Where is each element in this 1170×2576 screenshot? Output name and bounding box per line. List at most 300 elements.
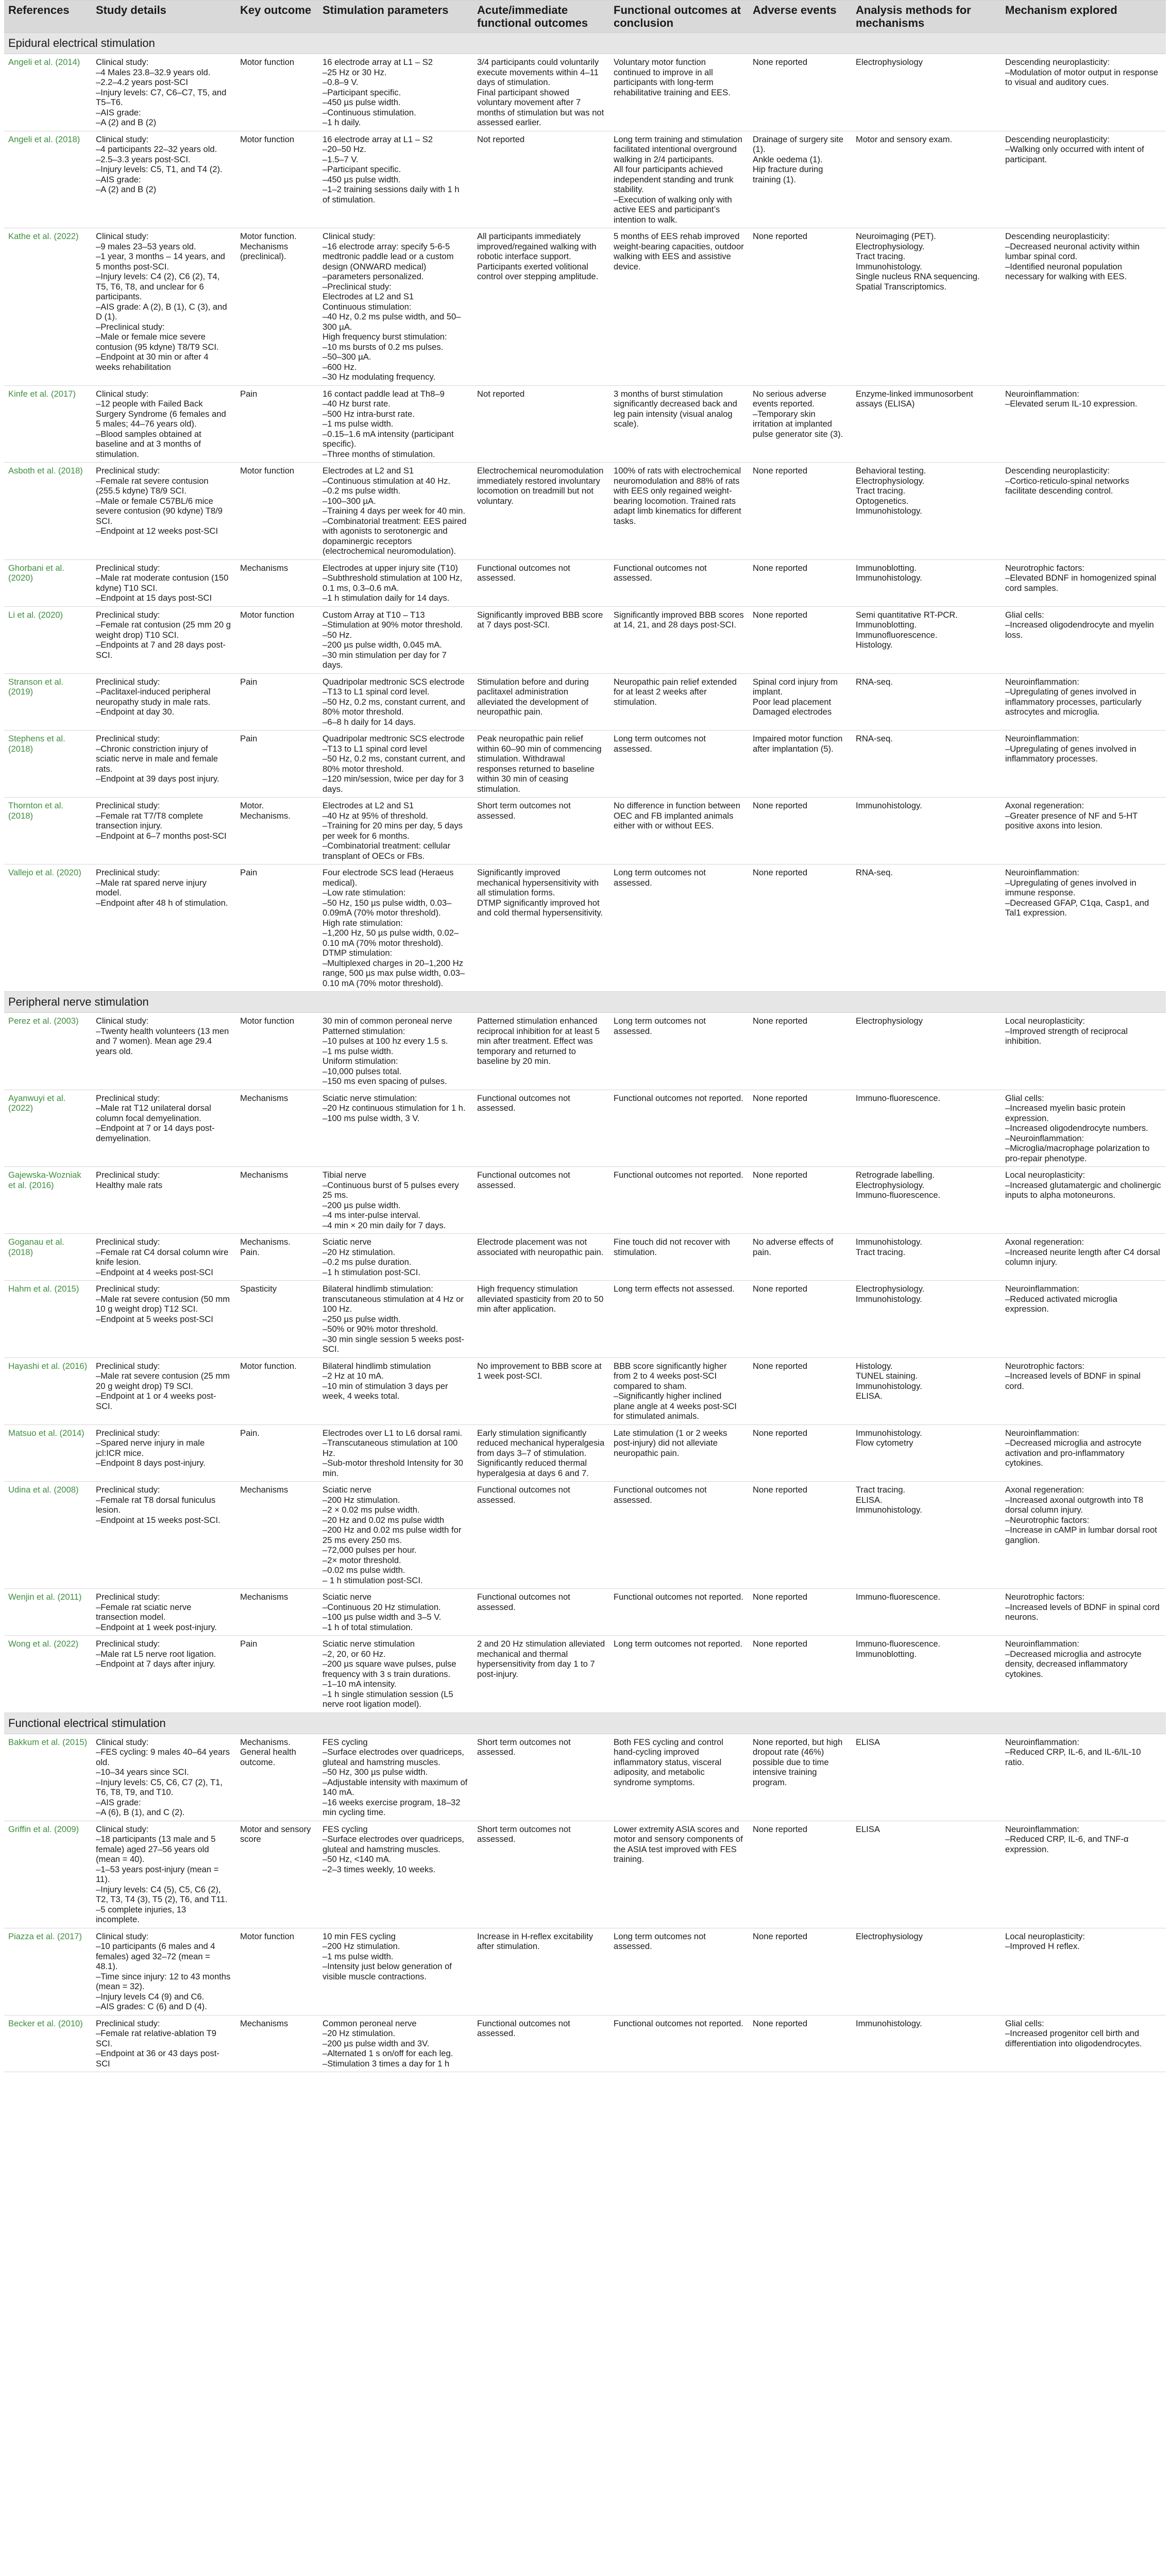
cell-line: Immuno-fluorescence. — [856, 1592, 941, 1602]
cell-line: Final participant showed voluntary movement after 7 months of stimulation but was not assessed earlier. — [477, 87, 604, 127]
cell-line: Pain — [240, 676, 258, 687]
conclusion-outcomes-cell — [609, 385, 749, 463]
cell-line: Electrophysiology. — [856, 1180, 925, 1190]
cell-line: –Spared nerve injury in male jcl:ICR mice. — [96, 1438, 205, 1458]
cell-line: –Male rat spared nerve injury model. — [96, 877, 207, 897]
table-row — [4, 673, 1166, 731]
cell-line: Preclinical study: — [96, 563, 160, 573]
cell-line: No adverse effects of pain. — [753, 1237, 834, 1257]
cell-line: Mechanisms — [240, 1093, 289, 1103]
analysis-methods-cell — [852, 2015, 1001, 2072]
cell-line: No difference in function between OEC and FB implanted animals either with or without EES. — [614, 801, 740, 831]
reference-link[interactable]: Thornton et al. (2018) — [4, 798, 92, 865]
conclusion-outcomes-cell — [609, 606, 749, 673]
cell-line: –100–300 µA. — [323, 496, 376, 506]
acute-outcomes-cell — [473, 131, 609, 228]
reference-link[interactable]: Ghorbani et al. (2020) — [4, 560, 92, 606]
cell-line: –Improved H reflex. — [1005, 1941, 1080, 1951]
study-details-cell — [92, 865, 236, 992]
analysis-methods-cell — [852, 1589, 1001, 1636]
adverse-events-cell — [749, 131, 852, 228]
adverse-events-cell — [749, 1589, 852, 1636]
acute-outcomes-cell — [473, 1167, 609, 1234]
cell-line: –Endpoint at 1 week post-injury. — [96, 1622, 217, 1632]
cell-line: –450 µs pulse width. — [323, 97, 401, 107]
stimulation-parameters-cell — [318, 560, 473, 606]
cell-line: –Male rat L5 nerve root ligation. — [96, 1649, 216, 1659]
study-details-cell — [92, 1589, 236, 1636]
cell-line: Preclinical study: — [96, 609, 160, 620]
cell-line: Short term outcomes not assessed. — [477, 801, 571, 821]
section-title: Epidural electrical stimulation — [4, 33, 1166, 54]
mechanism-cell — [1001, 1013, 1166, 1090]
cell-line: –Preclinical study: — [323, 281, 392, 292]
section-title: Functional electrical stimulation — [4, 1713, 1166, 1734]
cell-line: –Endpoint at 4 weeks post-SCI — [96, 1267, 213, 1277]
study-details-cell — [92, 131, 236, 228]
cell-line: –500 Hz intra-burst rate. — [323, 409, 415, 419]
cell-line: –Endpoint at 1 or 4 weeks post-SCI. — [96, 1391, 216, 1411]
cell-line: –Paclitaxel-induced peripheral neuropathy study in male rats. — [96, 687, 211, 707]
cell-line: Functional outcomes not reported. — [614, 1093, 743, 1103]
cell-line: –Neuroinflammation: — [1005, 1133, 1084, 1143]
cell-line: None reported — [753, 1485, 808, 1495]
cell-line: Motor function — [240, 1016, 295, 1026]
cell-line: –600 Hz. — [323, 362, 357, 372]
cell-line: –A (2) and B (2) — [96, 117, 157, 127]
conclusion-outcomes-cell — [609, 1636, 749, 1713]
key-outcome-cell — [236, 731, 318, 798]
cell-line: Preclinical study: — [96, 801, 160, 810]
cell-line: –Time since injury: 12 to 43 months (mean = 32). — [96, 1971, 231, 1991]
reference-link[interactable]: Wenjin et al. (2011) — [4, 1589, 92, 1636]
cell-line: –100 ms pulse width, 3 V. — [323, 1113, 420, 1123]
cell-line: –0.02 ms pulse width. — [323, 1565, 405, 1575]
reference-link[interactable]: Bakkum et al. (2015) — [4, 1734, 92, 1821]
cell-line: Clinical study: — [96, 231, 149, 241]
cell-line: –1 ms pulse width. — [323, 419, 394, 429]
cell-line: –Endpoint at 12 weeks post-SCI — [96, 526, 218, 536]
stimulation-parameters-cell — [318, 131, 473, 228]
mechanism-cell — [1001, 865, 1166, 992]
cell-line: –Adjustable intensity with maximum of 140 mA. — [323, 1777, 468, 1797]
cell-line: –50 Hz, 300 µs pulse width. — [323, 1767, 428, 1777]
cell-line: –Training 4 days per week for 40 min. — [323, 506, 466, 516]
cell-line: –AIS grade: — [96, 107, 141, 117]
cell-line: All four participants achieved independent standing and trunk stability. — [614, 164, 734, 194]
cell-line: Poor lead placement — [753, 697, 832, 707]
cell-line: Motor function. — [240, 231, 297, 241]
cell-line: –Chronic constriction injury of sciatic nerve in male and female rats. — [96, 743, 218, 774]
cell-line: Common peroneal nerve — [323, 2018, 417, 2028]
conclusion-outcomes-cell — [609, 463, 749, 560]
mechanism-cell — [1001, 560, 1166, 606]
cell-line: Descending neuroplasticity: — [1005, 134, 1110, 144]
cell-line: –9 males 23–53 years old. — [96, 241, 196, 251]
cell-line: –50 Hz. — [323, 630, 352, 640]
adverse-events-cell — [749, 1013, 852, 1090]
cell-line: –Increased progenitor cell birth and differentiation into oligodendrocytes. — [1005, 2028, 1142, 2048]
reference-link[interactable]: Vallejo et al. (2020) — [4, 865, 92, 992]
adverse-events-cell — [749, 463, 852, 560]
conclusion-outcomes-cell — [609, 1425, 749, 1482]
reference-link[interactable]: Stephens et al. (2018) — [4, 731, 92, 798]
reference-link[interactable]: Kathe et al. (2022) — [4, 228, 92, 386]
reference-link[interactable]: Angeli et al. (2018) — [4, 131, 92, 228]
acute-outcomes-cell — [473, 1281, 609, 1358]
cell-line: –50 Hz, <140 mA. — [323, 1854, 392, 1864]
acute-outcomes-cell — [473, 606, 609, 673]
cell-line: –450 µs pulse width. — [323, 174, 401, 184]
key-outcome-cell — [236, 1636, 318, 1713]
reference-link[interactable]: Becker et al. (2010) — [4, 2015, 92, 2072]
analysis-methods-cell — [852, 1358, 1001, 1425]
mechanism-cell — [1001, 1167, 1166, 1234]
col-header-references: References — [4, 1, 92, 33]
acute-outcomes-cell — [473, 1425, 609, 1482]
cell-line: –200 µs square wave pulses, pulse frequency with 3 s train durations. — [323, 1659, 456, 1679]
reference-link[interactable]: Angeli et al. (2014) — [4, 54, 92, 131]
reference-link[interactable]: Asboth et al. (2018) — [4, 463, 92, 560]
cell-line: –Upregulating of genes involved in inflammatory processes. — [1005, 743, 1137, 764]
cell-line: No improvement to BBB score at 1 week post-SCI. — [477, 1361, 602, 1381]
stimulation-parameters-cell — [318, 1358, 473, 1425]
study-details-cell — [92, 1013, 236, 1090]
cell-line: –1 h stimulation daily for 14 days. — [323, 593, 450, 603]
cell-line: Long term outcomes not assessed. — [614, 1931, 706, 1951]
reference-link[interactable]: Piazza et al. (2017) — [4, 1928, 92, 2015]
key-outcome-cell — [236, 1821, 318, 1928]
cell-line: –1.5–7 V. — [323, 154, 359, 164]
cell-line: –4 Males 23.8–32.9 years old. — [96, 67, 211, 77]
cell-line: Immunofluorescence. — [856, 630, 938, 640]
reference-link[interactable]: Stranson et al. (2019) — [4, 673, 92, 731]
reference-link[interactable]: Gajewska-Wozniak et al. (2016) — [4, 1167, 92, 1234]
cell-line: Immunoblotting. — [856, 620, 917, 630]
adverse-events-cell — [749, 1928, 852, 2015]
cell-line: –Female rat severe contusion (255.5 kdyne) T8/9 SCI. — [96, 476, 209, 496]
cell-line: –1 h daily. — [323, 117, 361, 127]
cell-line: –200 Hz and 0.02 ms pulse width for 25 ms every 250 ms. — [323, 1525, 462, 1545]
cell-line: –1 year, 3 months – 14 years, and 5 months post-SCI. — [96, 251, 225, 272]
cell-line: Motor function — [240, 134, 295, 144]
reference-link[interactable]: Li et al. (2020) — [4, 606, 92, 673]
cell-line: Spinal cord injury from implant. — [753, 676, 838, 697]
cell-line: Mechanisms. — [240, 810, 291, 821]
cell-line: –120 min/session, twice per day for 3 days. — [323, 774, 464, 794]
cell-line: Impaired motor function after implantation (5). — [753, 734, 843, 754]
reference-link[interactable]: Perez et al. (2003) — [4, 1013, 92, 1090]
acute-outcomes-cell — [473, 1090, 609, 1167]
cell-line: –150 ms even spacing of pulses. — [323, 1076, 447, 1086]
cell-line: Immunohistology. — [856, 1428, 922, 1438]
cell-line: –30 Hz modulating frequency. — [323, 372, 436, 382]
cell-line: Not reported — [477, 134, 525, 144]
adverse-events-cell — [749, 54, 852, 131]
cell-line: –1–53 years post-injury (mean = 11). — [96, 1864, 219, 1884]
study-details-cell — [92, 673, 236, 731]
conclusion-outcomes-cell — [609, 131, 749, 228]
cell-line: Patterned stimulation: — [323, 1026, 405, 1036]
cell-line: –Increased neurite length after C4 dorsal column injury. — [1005, 1247, 1160, 1267]
cell-line: –Female rat T8 dorsal funiculus lesion. — [96, 1495, 216, 1515]
cell-line: Mechanisms — [240, 1592, 289, 1602]
reference-link[interactable]: Ayanwuyi et al. (2022) — [4, 1090, 92, 1167]
section-header-row — [4, 33, 1166, 54]
cell-line: Local neuroplasticity: — [1005, 1931, 1085, 1941]
cell-line: ELISA — [856, 1824, 880, 1834]
stimulation-parameters-cell — [318, 1167, 473, 1234]
conclusion-outcomes-cell — [609, 228, 749, 386]
mechanism-cell — [1001, 1589, 1166, 1636]
cell-line: Immunohistology. — [856, 1294, 922, 1304]
cell-line: –40 Hz burst rate. — [323, 399, 391, 409]
cell-line: –50 Hz, 0.2 ms, constant current, and 80% motor threshold. — [323, 697, 465, 717]
key-outcome-cell — [236, 385, 318, 463]
cell-line: Voluntary motor function continued to improve in all participants with long-term rehabilitative training and EES. — [614, 57, 731, 97]
cell-line: –40 Hz at 95% of threshold. — [323, 810, 428, 821]
cell-line: Electrode placement was not associated with neuropathic pain. — [477, 1237, 604, 1257]
cell-line: –Elevated BDNF in homogenized spinal cord samples. — [1005, 573, 1157, 593]
cell-line: 30 min of common peroneal nerve — [323, 1016, 452, 1026]
cell-line: –25 Hz or 30 Hz. — [323, 67, 387, 77]
cell-line: –Surface electrodes over quadriceps, gluteal and hamstring muscles. — [323, 1747, 464, 1767]
key-outcome-cell — [236, 1425, 318, 1482]
study-details-cell — [92, 731, 236, 798]
adverse-events-cell — [749, 1636, 852, 1713]
cell-line: –Upregulating of genes involved in inflammatory processes, particularly astrocytes and microglia. — [1005, 687, 1142, 717]
cell-line: –Male rat T12 unilateral dorsal column focal demyelination. — [96, 1103, 211, 1123]
adverse-events-cell — [749, 1734, 852, 1821]
cell-line: Sciatic nerve — [323, 1237, 371, 1247]
cell-line: None reported — [753, 1170, 808, 1180]
mechanism-cell — [1001, 1281, 1166, 1358]
cell-line: Descending neuroplasticity: — [1005, 231, 1110, 241]
adverse-events-cell — [749, 731, 852, 798]
mechanism-cell — [1001, 1821, 1166, 1928]
cell-line: None reported, but high dropout rate (46%) possible due to time intensive training program. — [753, 1737, 843, 1787]
table-row — [4, 54, 1166, 131]
cell-line: Clinical study: — [96, 57, 149, 67]
cell-line: –1,200 Hz, 50 µs pulse width, 0.02–0.10 mA (70% motor threshold). — [323, 928, 459, 948]
cell-line: Neuroinflammation: — [1005, 868, 1079, 877]
cell-line: Mechanisms (preclinical). — [240, 241, 289, 261]
col-header-adverse-events: Adverse events — [749, 1, 852, 33]
adverse-events-cell — [749, 1425, 852, 1482]
table-row — [4, 463, 1166, 560]
cell-line: –200 µs pulse width. — [323, 1200, 401, 1210]
adverse-events-cell — [749, 1167, 852, 1234]
cell-line: –Subthreshold stimulation at 100 Hz, 0.1 ms, 0.3–0.6 mA. — [323, 573, 463, 593]
cell-line: Lower extremity ASIA scores and motor and sensory components of the ASIA test improved with FES training. — [614, 1824, 743, 1864]
cell-line: Neuropathic pain relief extended for at least 2 weeks after stimulation. — [614, 676, 737, 707]
cell-line: –Participant specific. — [323, 87, 401, 97]
stimulation-parameters-cell — [318, 606, 473, 673]
cell-line: –Microglia/macrophage polarization to pro-repair phenotype. — [1005, 1143, 1150, 1163]
cell-line: Clinical study: — [96, 1824, 149, 1834]
cell-line: 16 electrode array at L1 – S2 — [323, 134, 433, 144]
cell-line: Clinical study: — [96, 1016, 149, 1026]
cell-line: Functional outcomes not assessed. — [477, 1485, 570, 1505]
cell-line: None reported — [753, 1639, 808, 1649]
reference-link[interactable]: Hahm et al. (2015) — [4, 1281, 92, 1358]
cell-line: –10,000 pulses total. — [323, 1066, 402, 1076]
cell-line: Late stimulation (1 or 2 weeks post-injury) did not alleviate neuropathic pain. — [614, 1428, 727, 1458]
cell-line: –Decreased neuronal activity within lumbar spinal cord. — [1005, 241, 1140, 261]
analysis-methods-cell — [852, 463, 1001, 560]
cell-line: –12 people with Failed Back Surgery Syndrome (6 females and 5 males; 44–76 years old). — [96, 399, 226, 429]
cell-line: Enzyme-linked immunosorbent assays (ELISA) — [856, 388, 973, 409]
reference-link[interactable]: Udina et al. (2008) — [4, 1482, 92, 1589]
cell-line: –Female rat sciatic nerve transection model. — [96, 1602, 192, 1622]
cell-line: Pain. — [240, 1247, 260, 1257]
cell-line: Behavioral testing. — [856, 466, 926, 476]
cell-line: –Surface electrodes over quadriceps, gluteal and hamstring muscles. — [323, 1834, 464, 1854]
cell-line: Bilateral hindlimb stimulation: transcutaneous stimulation at 4 Hz or 100 Hz. — [323, 1284, 464, 1314]
cell-line: –Decreased microglia and astrocyte density, decreased inflammatory cytokines. — [1005, 1649, 1142, 1679]
cell-line: Neuroinflammation: — [1005, 734, 1079, 743]
acute-outcomes-cell — [473, 1821, 609, 1928]
cell-line: Descending neuroplasticity: — [1005, 466, 1110, 476]
cell-line: –Increased glutamatergic and cholinergic inputs to alpha motoneurons. — [1005, 1180, 1161, 1200]
cell-line: Glial cells: — [1005, 609, 1044, 620]
mechanism-cell — [1001, 1734, 1166, 1821]
cell-line: –Male or female mice severe contusion (95 kdyne) T8/T9 SCI. — [96, 332, 219, 352]
cell-line: Continuous stimulation: — [323, 301, 412, 312]
cell-line: –Combinatorial treatment: cellular transplant of OECs or FBs. — [323, 841, 451, 861]
table-row — [4, 1013, 1166, 1090]
analysis-methods-cell — [852, 131, 1001, 228]
cell-line: –AIS grade: — [96, 174, 141, 184]
study-details-cell — [92, 1482, 236, 1589]
cell-line: Histology. — [856, 1361, 893, 1371]
analysis-methods-cell — [852, 1734, 1001, 1821]
stimulation-parameters-cell — [318, 673, 473, 731]
conclusion-outcomes-cell — [609, 1821, 749, 1928]
cell-line: High frequency burst stimulation: — [323, 332, 447, 342]
cell-line: –2 × 0.02 ms pulse width. — [323, 1505, 420, 1515]
cell-line: –Injury levels: C7, C6–C7, T5, and T5–T6. — [96, 87, 227, 107]
review-table — [4, 0, 1166, 2072]
conclusion-outcomes-cell — [609, 673, 749, 731]
cell-line: Pain — [240, 868, 258, 877]
stimulation-parameters-cell — [318, 865, 473, 992]
cell-line: Neurotrophic factors: — [1005, 1361, 1085, 1371]
cell-line: Preclinical study: — [96, 1361, 160, 1371]
cell-line: Preclinical study: — [96, 1237, 160, 1247]
cell-line: Immunohistology. — [856, 1381, 922, 1391]
cell-line: None reported — [753, 1931, 808, 1941]
cell-line: –Blood samples obtained at baseline and at 3 months of stimulation. — [96, 429, 201, 459]
cell-line: Motor and sensory score — [240, 1824, 311, 1844]
cell-line: Neuroinflammation: — [1005, 676, 1079, 687]
mechanism-cell — [1001, 131, 1166, 228]
cell-line: Electrochemical neuromodulation immediately restored involuntary locomotion on treadmill but not voluntary. — [477, 466, 604, 506]
cell-line: Electrodes at L2 and S1 — [323, 292, 414, 301]
cell-line: Functional outcomes not assessed. — [614, 563, 707, 583]
reference-link[interactable]: Hayashi et al. (2016) — [4, 1358, 92, 1425]
analysis-methods-cell — [852, 1482, 1001, 1589]
mechanism-cell — [1001, 798, 1166, 865]
cell-line: –10 pulses at 100 hz every 1.5 s. — [323, 1036, 448, 1046]
cell-line: ELISA. — [856, 1495, 883, 1505]
cell-line: –6–8 h daily for 14 days. — [323, 717, 416, 727]
cell-line: –20 Hz stimulation. — [323, 2028, 396, 2038]
cell-line: –20 Hz stimulation. — [323, 1247, 396, 1257]
stimulation-parameters-cell — [318, 731, 473, 798]
cell-line: –Improved strength of reciprocal inhibition. — [1005, 1026, 1128, 1046]
cell-line: –Female rat relative-ablation T9 SCI. — [96, 2028, 216, 2048]
cell-line: Short term outcomes not assessed. — [477, 1737, 571, 1757]
col-header-stimulation-parameters: Stimulation parameters — [318, 1, 473, 33]
key-outcome-cell — [236, 606, 318, 673]
stimulation-parameters-cell — [318, 1589, 473, 1636]
cell-line: –50 Hz, 150 µs pulse width, 0.03–0.09mA (70% motor threshold). — [323, 897, 452, 918]
cell-line: –Intensity just below generation of visible muscle contractions. — [323, 1961, 452, 1981]
cell-line: Motor. — [240, 801, 264, 810]
cell-line: –Identified neuronal population necessary for walking with EES. — [1005, 261, 1127, 281]
cell-line: –20 Hz and 0.02 ms pulse width — [323, 1515, 445, 1525]
cell-line: –Male or female C57BL/6 mice severe contusion (90 kdyne) T8/9 SCI. — [96, 496, 223, 526]
analysis-methods-cell — [852, 731, 1001, 798]
reference-link[interactable]: Goganau et al. (2018) — [4, 1234, 92, 1281]
table-row — [4, 1167, 1166, 1234]
cell-line: –Endpoint at 30 min or after 4 weeks rehabilitation — [96, 352, 209, 372]
acute-outcomes-cell — [473, 1734, 609, 1821]
cell-line: Immunoblotting. — [856, 563, 917, 573]
cell-line: 3 months of burst stimulation significantly decreased back and leg pain intensity (visual analog scale). — [614, 388, 737, 429]
analysis-methods-cell — [852, 1928, 1001, 2015]
cell-line: Electrophysiology — [856, 1016, 923, 1026]
table-row — [4, 606, 1166, 673]
cell-line: –10–34 years since SCI. — [96, 1767, 189, 1777]
cell-line: None reported — [753, 1428, 808, 1438]
cell-line: –Significantly higher inclined plane angle at 4 weeks post-SCI for stimulated animals. — [614, 1391, 737, 1421]
key-outcome-cell — [236, 1734, 318, 1821]
cell-line: Functional outcomes not assessed. — [477, 1093, 570, 1113]
adverse-events-cell — [749, 228, 852, 386]
reference-link[interactable]: Griffin et al. (2009) — [4, 1821, 92, 1928]
key-outcome-cell — [236, 1928, 318, 2015]
table-row — [4, 731, 1166, 798]
study-details-cell — [92, 1167, 236, 1234]
cell-line: Stimulation before and during paclitaxel administration alleviated the development of neuropathic pain. — [477, 676, 589, 717]
cell-line: None reported — [753, 801, 808, 810]
cell-line: Tract tracing. — [856, 486, 906, 496]
cell-line: Clinical study: — [96, 388, 149, 399]
cell-line: All participants immediately improved/regained walking with robotic interface support. Participants exerted volitional control over stepping amplitude. — [477, 231, 599, 281]
cell-line: –0.2 ms pulse width. — [323, 486, 401, 496]
cell-line: Neuroinflammation: — [1005, 1639, 1079, 1649]
cell-line: –Walking only occurred with intent of participant. — [1005, 144, 1144, 164]
table-row — [4, 228, 1166, 386]
reference-link[interactable]: Kinfe et al. (2017) — [4, 385, 92, 463]
stimulation-parameters-cell — [318, 1281, 473, 1358]
reference-link[interactable]: Matsuo et al. (2014) — [4, 1425, 92, 1482]
cell-line: Significantly improved BBB scores at 14, 21, and 28 days post-SCI. — [614, 609, 744, 630]
cell-line: –parameters personalized. — [323, 272, 424, 281]
cell-line: Immuno-fluorescence. — [856, 1190, 941, 1200]
cell-line: Significantly improved BBB score at 7 days post-SCI. — [477, 609, 603, 630]
cell-line: Pain — [240, 388, 258, 399]
reference-link[interactable]: Wong et al. (2022) — [4, 1636, 92, 1713]
conclusion-outcomes-cell — [609, 1589, 749, 1636]
cell-line: –Injury levels: C4 (5), C5, C6 (2), T2, T3, T4 (3), T5 (2), T6, and T11. — [96, 1884, 228, 1904]
cell-line: None reported — [753, 1284, 808, 1294]
stimulation-parameters-cell — [318, 1482, 473, 1589]
cell-line: None reported — [753, 1824, 808, 1834]
cell-line: –Low rate stimulation: — [323, 888, 406, 897]
